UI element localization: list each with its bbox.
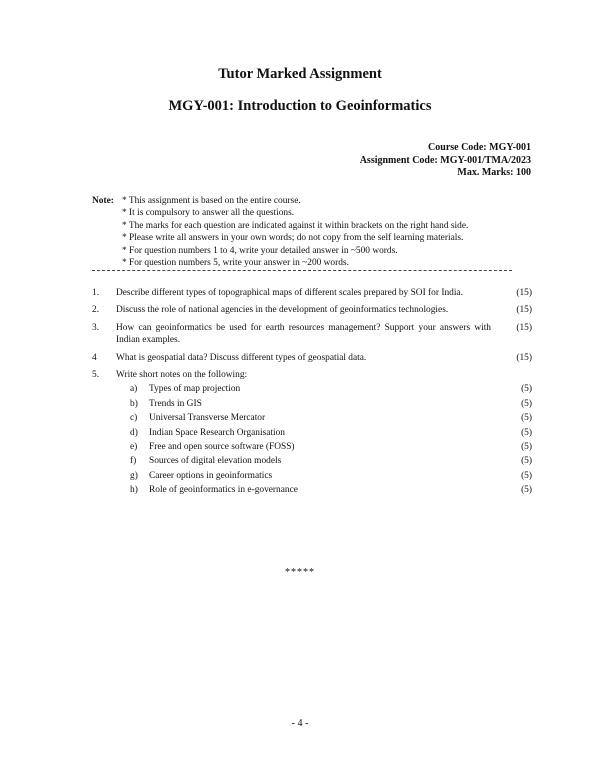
subpart-text: Universal Transverse Mercator	[149, 413, 266, 424]
subpart-text: Sources of digital elevation models	[149, 456, 282, 467]
subpart-letter: h)	[130, 485, 138, 496]
question-number: 5.	[92, 370, 100, 381]
subpart-marks: (5)	[521, 384, 532, 395]
subpart-letter: c)	[130, 413, 138, 424]
question-number: 2.	[92, 305, 100, 316]
subpart-marks: (5)	[521, 485, 532, 496]
question-1	[92, 287, 532, 299]
question-list	[92, 287, 532, 499]
subpart-text: Indian Space Research Organisation	[149, 427, 285, 438]
note-line: * The marks for each question are indicated against it within brackets on the right hand side.	[122, 220, 469, 231]
question-marks: (15)	[516, 288, 532, 298]
subpart-d	[92, 427, 532, 441]
subpart-a	[92, 383, 532, 397]
dashed-divider	[92, 270, 512, 271]
subpart-letter: g)	[130, 470, 138, 481]
question-5	[92, 369, 532, 381]
question-number: 4	[92, 352, 97, 363]
subpart-text: Free and open source software (FOSS)	[149, 442, 295, 452]
subpart-marks: (5)	[521, 442, 532, 452]
note-line: * It is compulsory to answer all the questions.	[122, 208, 295, 219]
subpart-letter: f)	[130, 456, 137, 467]
question-text: Write short notes on the following:	[116, 370, 248, 381]
subpart-text: Role of geoinformatics in e-governance	[149, 485, 298, 496]
subpart-letter: b)	[130, 398, 138, 409]
question-marks: (15)	[516, 305, 532, 316]
question-3	[92, 322, 532, 347]
subpart-letter: a)	[130, 384, 138, 395]
subpart-h	[92, 484, 532, 498]
note-line: * For question numbers 1 to 4, write your detailed answer in ~500 words.	[122, 245, 398, 256]
subpart-c	[92, 412, 532, 426]
question-marks: (15)	[516, 322, 532, 333]
question-text: Discuss the role of national agencies in the development of geoinformatics technologies.	[116, 305, 449, 316]
subpart-marks: (5)	[521, 427, 532, 438]
subpart-text: Trends in GIS	[149, 398, 202, 409]
subpart-b	[92, 398, 532, 412]
note-label: Note:	[92, 196, 114, 206]
end-stars: *****	[285, 567, 315, 578]
subpart-f	[92, 455, 532, 469]
note-line: * This assignment is based on the entire course.	[122, 196, 301, 206]
subpart-marks: (5)	[521, 456, 532, 467]
subpart-text: Career options in geoinformatics	[149, 470, 273, 481]
note-line: * For question numbers 5, write your answer in ~200 words.	[122, 258, 349, 269]
question-number: 1.	[92, 288, 100, 298]
question-number: 3.	[92, 322, 100, 333]
subpart-marks: (5)	[521, 398, 532, 409]
question-4	[92, 352, 532, 364]
subpart-marks: (5)	[521, 470, 532, 481]
subpart-g	[92, 470, 532, 484]
course-code: Course Code: MGY-001	[428, 142, 531, 153]
note-lines	[122, 195, 582, 269]
question-2	[92, 304, 532, 316]
note-line: * Please write all answers in your own words; do not copy from the self learning materials.	[122, 233, 464, 244]
subpart-marks: (5)	[521, 413, 532, 424]
question-text: How can geoinformatics be used for earth resources management? Support your answers with Indian examples.	[116, 322, 491, 346]
assignment-code: Assignment Code: MGY-001/TMA/2023	[359, 154, 531, 166]
question-text: Describe different types of topographical maps of different scales prepared by SOI for India.	[116, 288, 463, 298]
question-text: What is geospatial data? Discuss different types of geospatial data.	[116, 352, 367, 363]
question-marks: (15)	[516, 352, 532, 363]
subpart-letter: d)	[130, 427, 138, 438]
subpart-text: Types of map projection	[149, 384, 241, 395]
max-marks: Max. Marks: 100	[457, 167, 531, 178]
course-title: MGY-001: Introduction to Geoinformatics	[168, 98, 432, 114]
assignment-codes	[360, 142, 531, 180]
subpart-e	[92, 441, 532, 455]
page-title: Tutor Marked Assignment	[218, 66, 382, 82]
page-number: - 4 -	[291, 718, 309, 729]
subpart-letter: e)	[130, 442, 138, 452]
